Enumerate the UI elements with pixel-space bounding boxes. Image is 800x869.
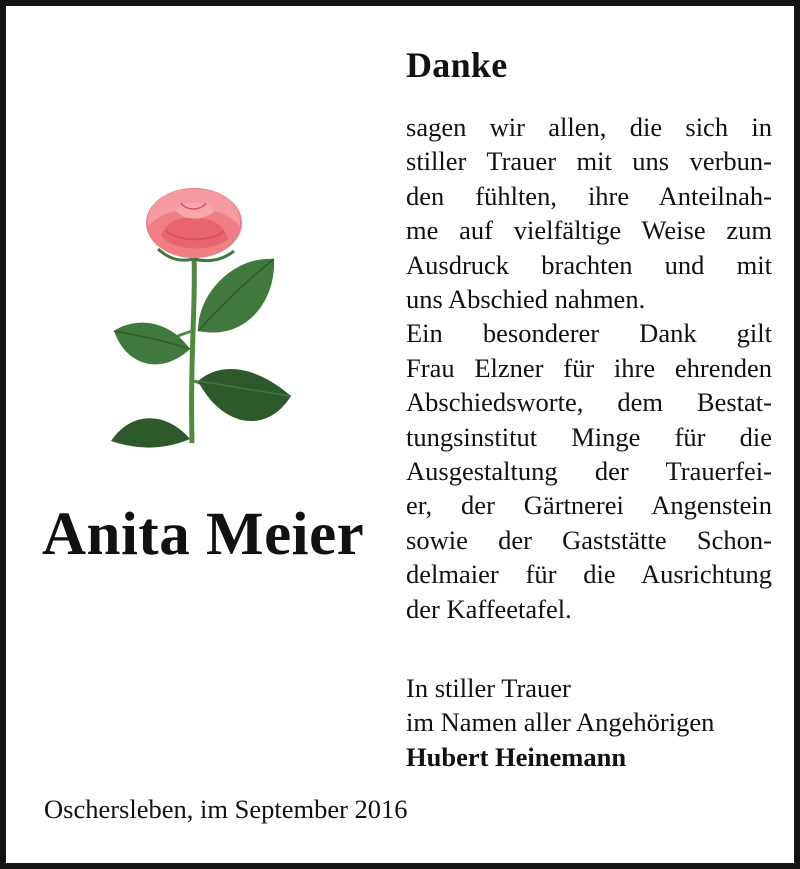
text-line: stiller Trauer mit uns verbun- (406, 146, 772, 177)
text-line: den fühlten, ihre Anteilnah- (406, 180, 772, 211)
text-line: Frau Elzner für ihre ehrenden (406, 352, 772, 383)
place-date: Oschersleben, im September 2016 (44, 794, 408, 824)
text-line: Ein besonderer Dank gilt (406, 318, 772, 349)
rose-icon (106, 181, 296, 451)
text-line: der Kaffeetafel. (406, 593, 572, 624)
thanks-paragraph (406, 110, 772, 626)
text-line: Ausgestaltung der Trauerfei- (406, 456, 772, 487)
text-line: er, der Gärtnerei Angenstein (406, 490, 772, 521)
text-line: sowie der Gaststätte Schon- (406, 524, 772, 555)
text-line: sagen wir allen, die sich in (406, 112, 772, 142)
text-line: Abschiedsworte, dem Bestat- (406, 387, 772, 418)
deceased-name: Anita Meier (42, 501, 365, 568)
text-line: me auf vielfältige Weise zum (406, 215, 772, 246)
text-line: Ausdruck brachten und mit (406, 249, 772, 280)
closing-block (406, 671, 714, 774)
text-line: uns Abschied nahmen. (406, 284, 646, 315)
text-line: delmaier für die Ausrichtung (406, 559, 772, 590)
signature: Hubert Heinemann (406, 741, 627, 772)
closing-line: im Namen aller Angehörigen (406, 707, 715, 738)
page-title: Danke (406, 45, 508, 85)
closing-line: In stiller Trauer (406, 673, 571, 703)
text-line: tungsinstitut Minge für die (406, 421, 772, 452)
